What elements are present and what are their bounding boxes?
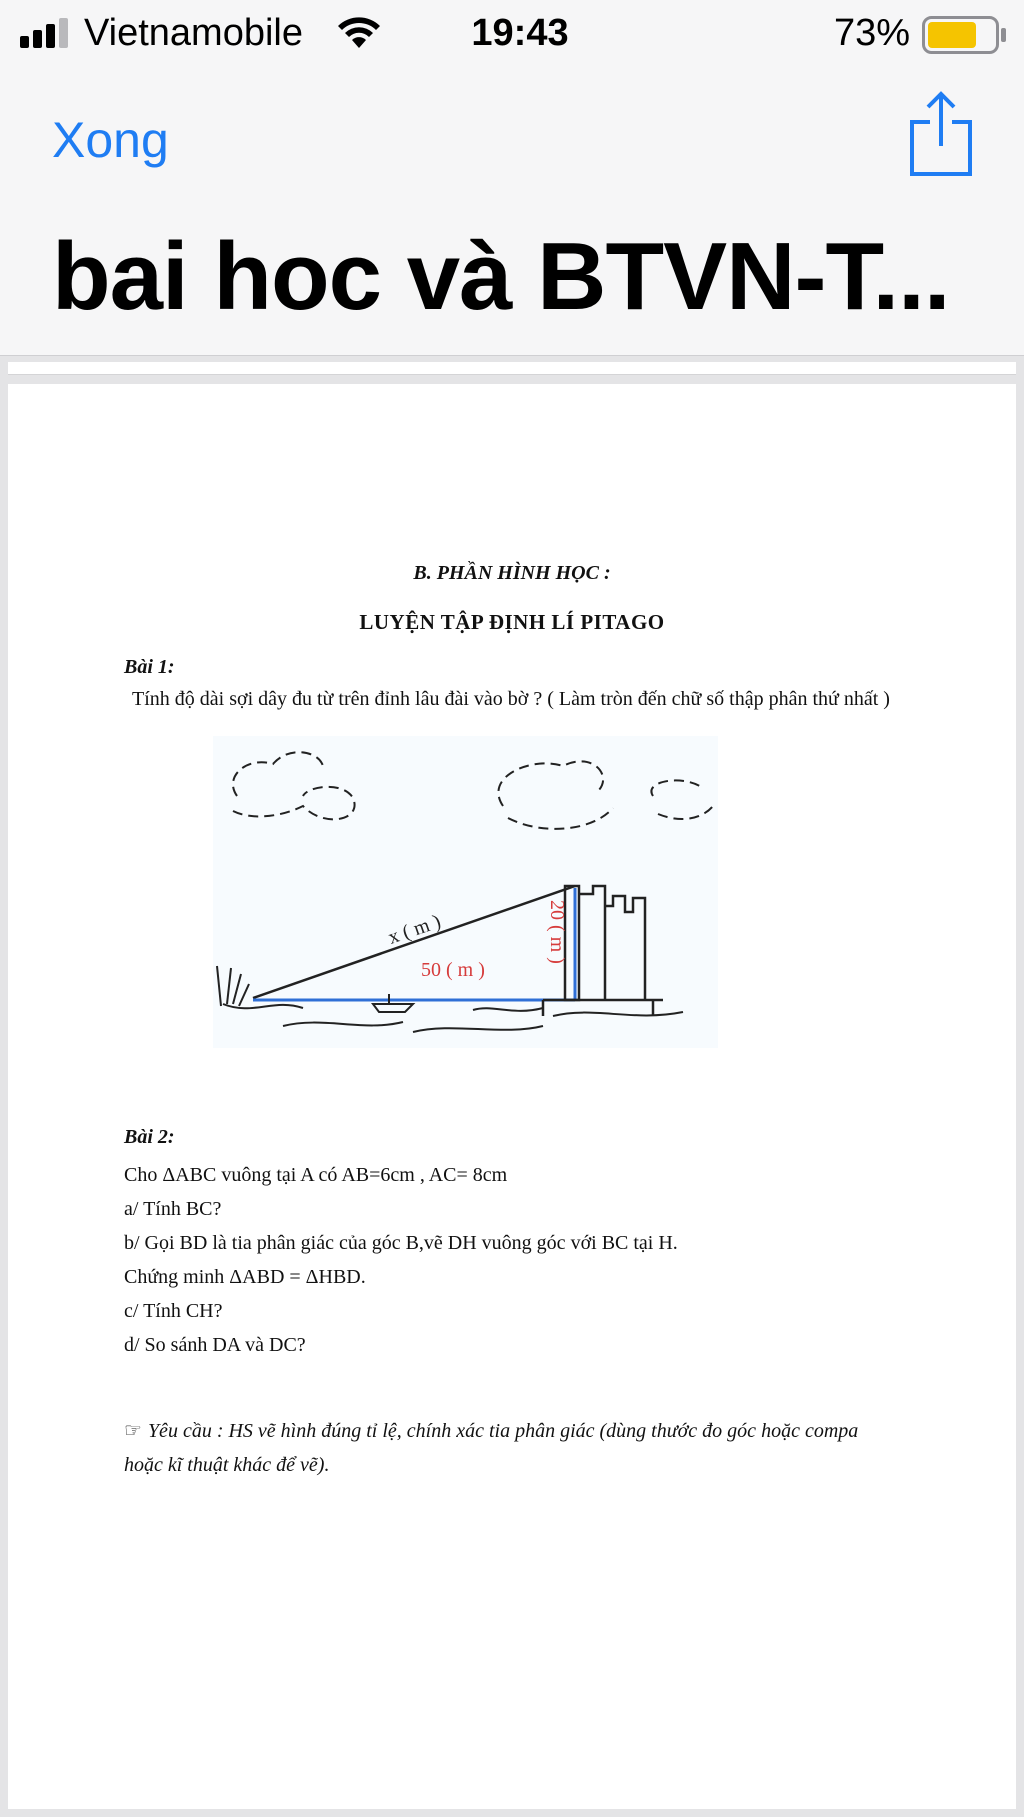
exercise-1-label: Bài 1: <box>124 656 175 678</box>
wifi-icon <box>337 14 381 50</box>
requirement-note-text: Yêu cầu : HS vẽ hình đúng tỉ lệ, chính xác tia phân giác (dùng thước đo góc hoặc compa hoặc kĩ thuật khác để vẽ). <box>124 1420 859 1476</box>
section-subheading: LUYỆN TẬP ĐỊNH LÍ PITAGO <box>359 610 665 634</box>
exercise-1-text: Tính độ dài sợi dây đu từ trên đỉnh lâu đài vào bờ ? ( Làm tròn đến chữ số thập phân thứ nhất ) <box>132 688 890 710</box>
exercise-2-line: a/ Tính BC? <box>124 1198 222 1220</box>
document-page[interactable] <box>8 384 1016 1809</box>
battery-percentage: 73% <box>833 12 910 54</box>
exercise-2-label: Bài 2: <box>124 1126 175 1148</box>
exercise-2-line: Cho ΔABC vuông tại A có AB=6cm , AC= 8cm <box>124 1164 508 1186</box>
exercise-2-line: d/ So sánh DA và DC? <box>124 1334 306 1356</box>
requirement-note <box>124 1414 884 1482</box>
cellular-signal-icon <box>20 18 72 48</box>
exercise-2-line: Chứng minh ΔABD = ΔHBD. <box>124 1266 366 1288</box>
document-content <box>8 384 1016 1809</box>
base-length-label: 50 ( m ) <box>421 959 485 981</box>
clock: 19:43 <box>471 12 569 54</box>
bottom-edge <box>0 1809 1024 1817</box>
hypotenuse-label: x ( m ) <box>385 910 444 949</box>
castle-rope-figure <box>213 736 718 1048</box>
pointing-hand-icon: ☞ <box>124 1420 142 1442</box>
navigation-header <box>0 0 1024 356</box>
status-bar <box>0 0 1024 66</box>
document-title: bai hoc và BTVN-T... <box>52 223 950 330</box>
exercise-2-line: c/ Tính CH? <box>124 1300 223 1322</box>
previous-page-edge <box>8 362 1016 375</box>
battery-icon <box>922 16 1008 54</box>
share-icon[interactable] <box>906 88 976 180</box>
carrier-name: Vietnamobile <box>84 12 304 54</box>
section-heading: B. PHẦN HÌNH HỌC : <box>413 562 611 584</box>
done-button[interactable]: Xong <box>52 112 169 168</box>
height-label: 20 ( m ) <box>546 900 568 964</box>
exercise-2-line: b/ Gọi BD là tia phân giác của góc B,vẽ DH vuông góc với BC tại H. <box>124 1232 678 1254</box>
